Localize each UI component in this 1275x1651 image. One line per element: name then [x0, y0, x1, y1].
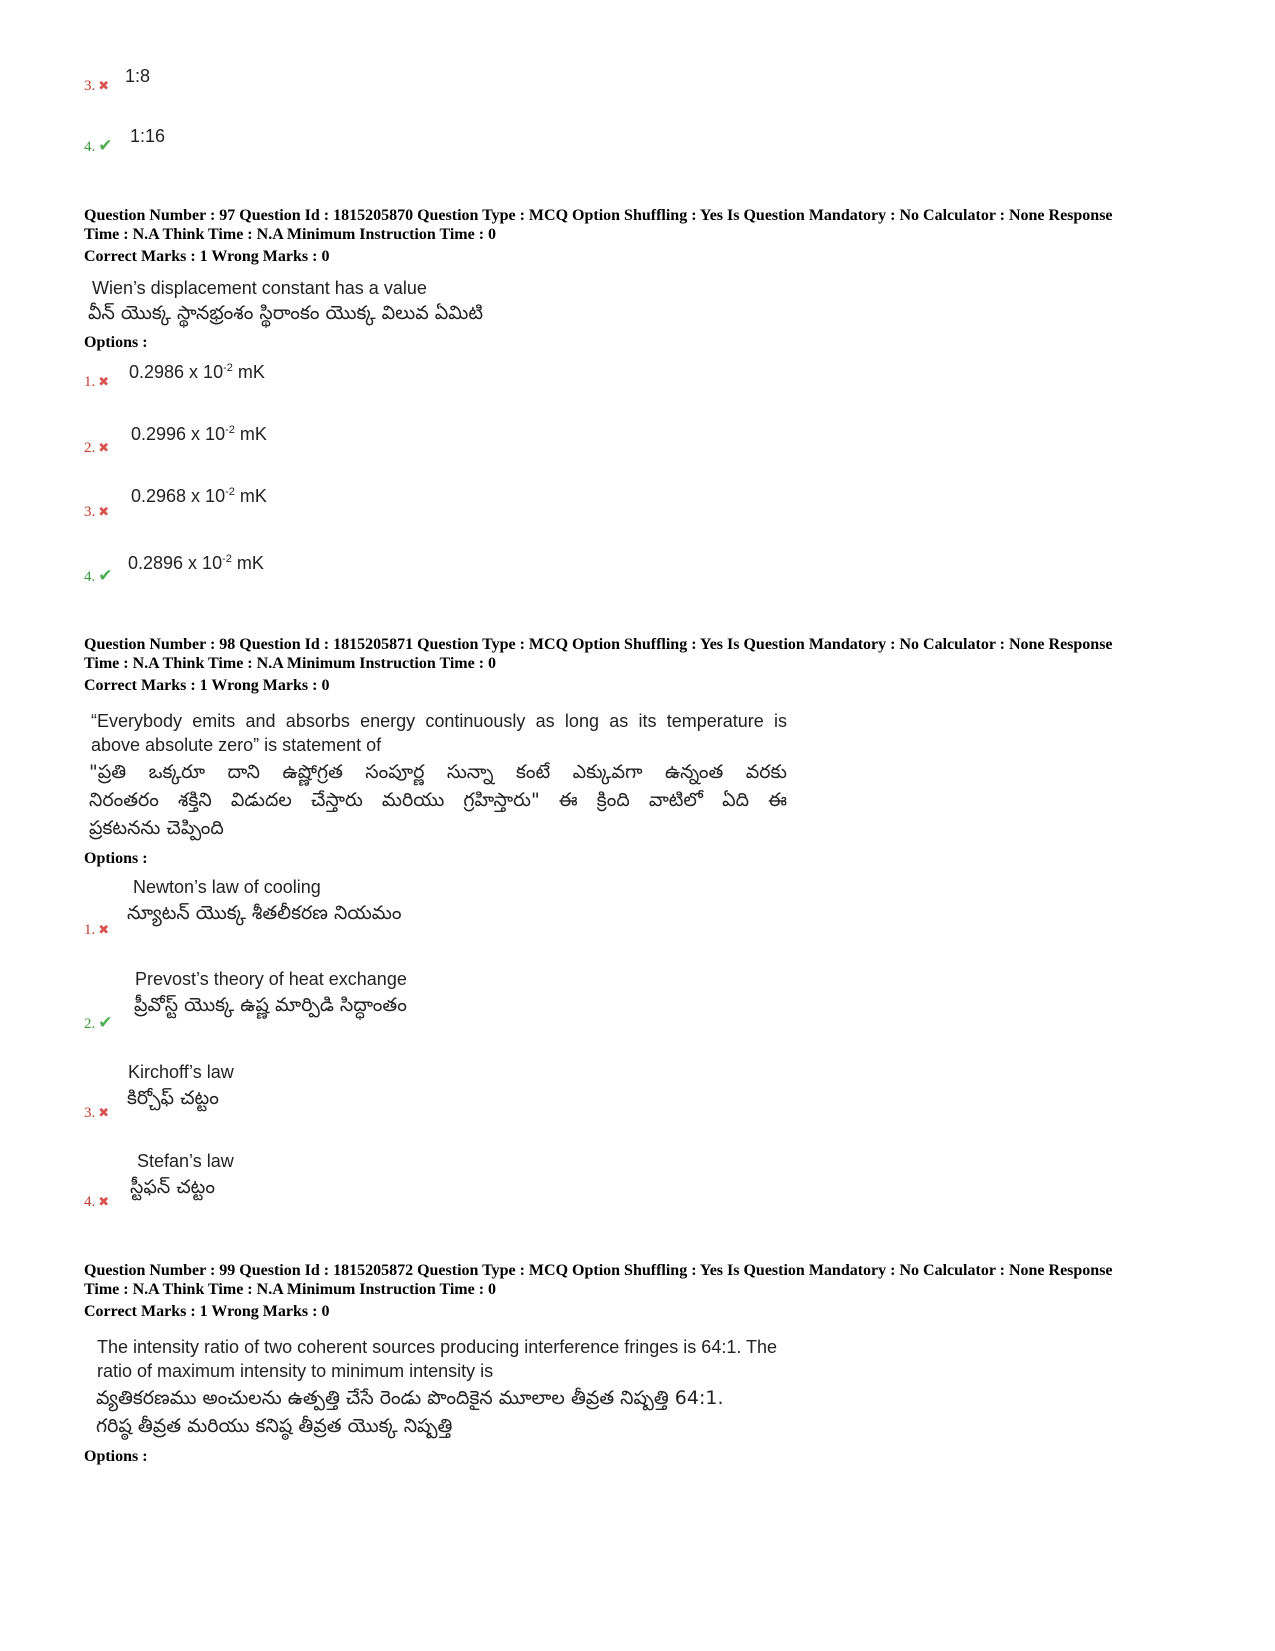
option-exponent: -2 — [225, 486, 235, 498]
options-label: Options : — [84, 1448, 148, 1465]
question-marks: Correct Marks : 1 Wrong Marks : 0 — [84, 1303, 330, 1320]
question-meta-line-1: Question Number : 99 Question Id : 1815205872 Question Type : MCQ Option Shuffling : Yes Is Question Mandatory : No Calculator : None Response — [84, 1262, 1113, 1279]
option-number-text: 4. — [84, 1194, 96, 1210]
option-text-te: ప్రీవోస్ట్ యొక్క ఉష్ణ మార్పిడి సిద్ధాంతం — [134, 994, 407, 1016]
cross-icon: ✖ — [98, 1106, 110, 1121]
cross-icon: ✖ — [98, 1195, 110, 1210]
question-text-en-line-1: The intensity ratio of two coherent sources producing interference fringes is 64:1. The — [97, 1337, 778, 1357]
option-number-text: 1. — [84, 922, 96, 938]
option-text: 1:16 — [130, 126, 166, 146]
question-text-te-line-2: గరిష్ఠ తీవ్రత మరియు కనిష్ఠ తీవ్రత యొక్క నిష్పత్తి — [96, 1415, 453, 1437]
option-number-text: 1. — [84, 374, 96, 390]
option-number-text: 3. — [84, 504, 96, 520]
option-mantissa: 0.2986 x 10 — [129, 362, 224, 382]
option-text — [129, 362, 265, 383]
options-label: Options : — [84, 850, 148, 867]
question-text-en-line-2: ratio of maximum intensity to minimum intensity is — [97, 1361, 494, 1381]
question-meta-line-2: Time : N.A Think Time : N.A Minimum Instruction Time : 0 — [84, 1281, 497, 1298]
option-number — [84, 1013, 113, 1033]
option-text: 1:8 — [125, 66, 151, 86]
option-unit: mK — [231, 553, 264, 573]
question-meta-line-2: Time : N.A Think Time : N.A Minimum Instruction Time : 0 — [84, 226, 497, 243]
option-number-text: 2. — [84, 1016, 96, 1032]
option-unit: mK — [232, 362, 265, 382]
question-text-en — [97, 1335, 777, 1383]
option-text-en: Newton’s law of cooling — [133, 877, 321, 897]
question-meta — [84, 1261, 1194, 1321]
option-text-en: Prevost’s theory of heat exchange — [135, 969, 407, 989]
question-meta-line-1: Question Number : 98 Question Id : 1815205871 Question Type : MCQ Option Shuffling : Yes Is Question Mandatory : No Calculator : None Response — [84, 636, 1113, 653]
question-text-en — [91, 709, 787, 757]
option-number — [84, 1105, 109, 1122]
question-text-te-line-3: ప్రకటనను చెప్పింది — [89, 817, 224, 839]
cross-icon: ✖ — [98, 505, 110, 520]
option-mantissa: 0.2896 x 10 — [128, 553, 223, 573]
question-marks: Correct Marks : 1 Wrong Marks : 0 — [84, 248, 330, 265]
option-number-text: 4. — [84, 139, 96, 155]
option-mantissa: 0.2996 x 10 — [131, 424, 226, 444]
option-text-te: న్యూటన్ యొక్క శీతలీకరణ నియమం — [127, 902, 402, 924]
option-number — [84, 1194, 109, 1211]
question-text-en-line-2: above absolute zero” is statement of — [91, 735, 382, 755]
question-text-en: Wien’s displacement constant has a value — [92, 278, 427, 298]
option-text-te: స్టీఫన్ చట్టం — [130, 1176, 215, 1198]
option-exponent: -2 — [225, 424, 235, 436]
question-meta — [84, 206, 1194, 266]
cross-icon: ✖ — [98, 79, 110, 94]
option-number — [84, 922, 109, 939]
option-number — [84, 136, 113, 156]
option-number — [84, 566, 113, 586]
question-marks: Correct Marks : 1 Wrong Marks : 0 — [84, 677, 330, 694]
option-unit: mK — [234, 424, 267, 444]
option-mantissa: 0.2968 x 10 — [131, 486, 226, 506]
question-text-te — [96, 1384, 724, 1440]
option-exponent: -2 — [223, 362, 233, 374]
cross-icon: ✖ — [98, 923, 110, 938]
option-text-te: కిర్చోఫ్ చట్టం — [127, 1087, 219, 1109]
option-text-en: Kirchoff’s law — [128, 1062, 234, 1082]
check-icon: ✔ — [98, 1013, 113, 1033]
check-icon: ✔ — [98, 136, 113, 156]
question-meta-line-2: Time : N.A Think Time : N.A Minimum Instruction Time : 0 — [84, 655, 497, 672]
option-number-text: 2. — [84, 440, 96, 456]
check-icon: ✔ — [98, 566, 113, 586]
option-number-text: 4. — [84, 569, 96, 585]
question-text-en-line-1: “Everybody emits and absorbs energy continuously as long as its temperature is — [91, 711, 787, 731]
cross-icon: ✖ — [98, 375, 110, 390]
question-meta-line-1: Question Number : 97 Question Id : 1815205870 Question Type : MCQ Option Shuffling : Yes Is Question Mandatory : No Calculator : None Response — [84, 207, 1113, 224]
option-unit: mK — [234, 486, 267, 506]
option-text-en: Stefan’s law — [137, 1151, 234, 1171]
option-number — [84, 374, 109, 391]
question-meta — [84, 635, 1194, 695]
option-number-text: 3. — [84, 78, 96, 94]
option-number-text: 3. — [84, 1105, 96, 1121]
option-number — [84, 504, 109, 521]
option-text — [131, 486, 267, 507]
question-text-te — [89, 758, 787, 842]
question-text-te-line-1: వ్యతికరణము అంచులను ఉత్పత్తి చేసే రెండు పొందికైన మూలాల తీవ్రత నిష్పత్తి 64:1. — [96, 1387, 724, 1409]
cross-icon: ✖ — [98, 441, 110, 456]
question-text-te-line-1: "ప్రతి ఒక్కరూ దాని ఉష్ణోగ్రత సంపూర్ణ సున్నా కంటే ఎక్కువగా ఉన్నంత వరకు — [89, 761, 787, 783]
option-number — [84, 78, 109, 95]
options-label: Options : — [84, 334, 148, 351]
option-text — [131, 424, 267, 445]
option-exponent: -2 — [222, 553, 232, 565]
option-number — [84, 440, 109, 457]
option-text — [128, 553, 264, 574]
question-text-te: వీన్ యొక్క స్థానభ్రంశం స్థిరాంకం యొక్క విలువ ఏమిటి — [88, 302, 484, 324]
question-text-te-line-2: నిరంతరం శక్తిని విడుదల చేస్తారు మరియు గ్రహిస్తారు" ఈ క్రింది వాటిలో ఏది ఈ — [89, 789, 787, 811]
